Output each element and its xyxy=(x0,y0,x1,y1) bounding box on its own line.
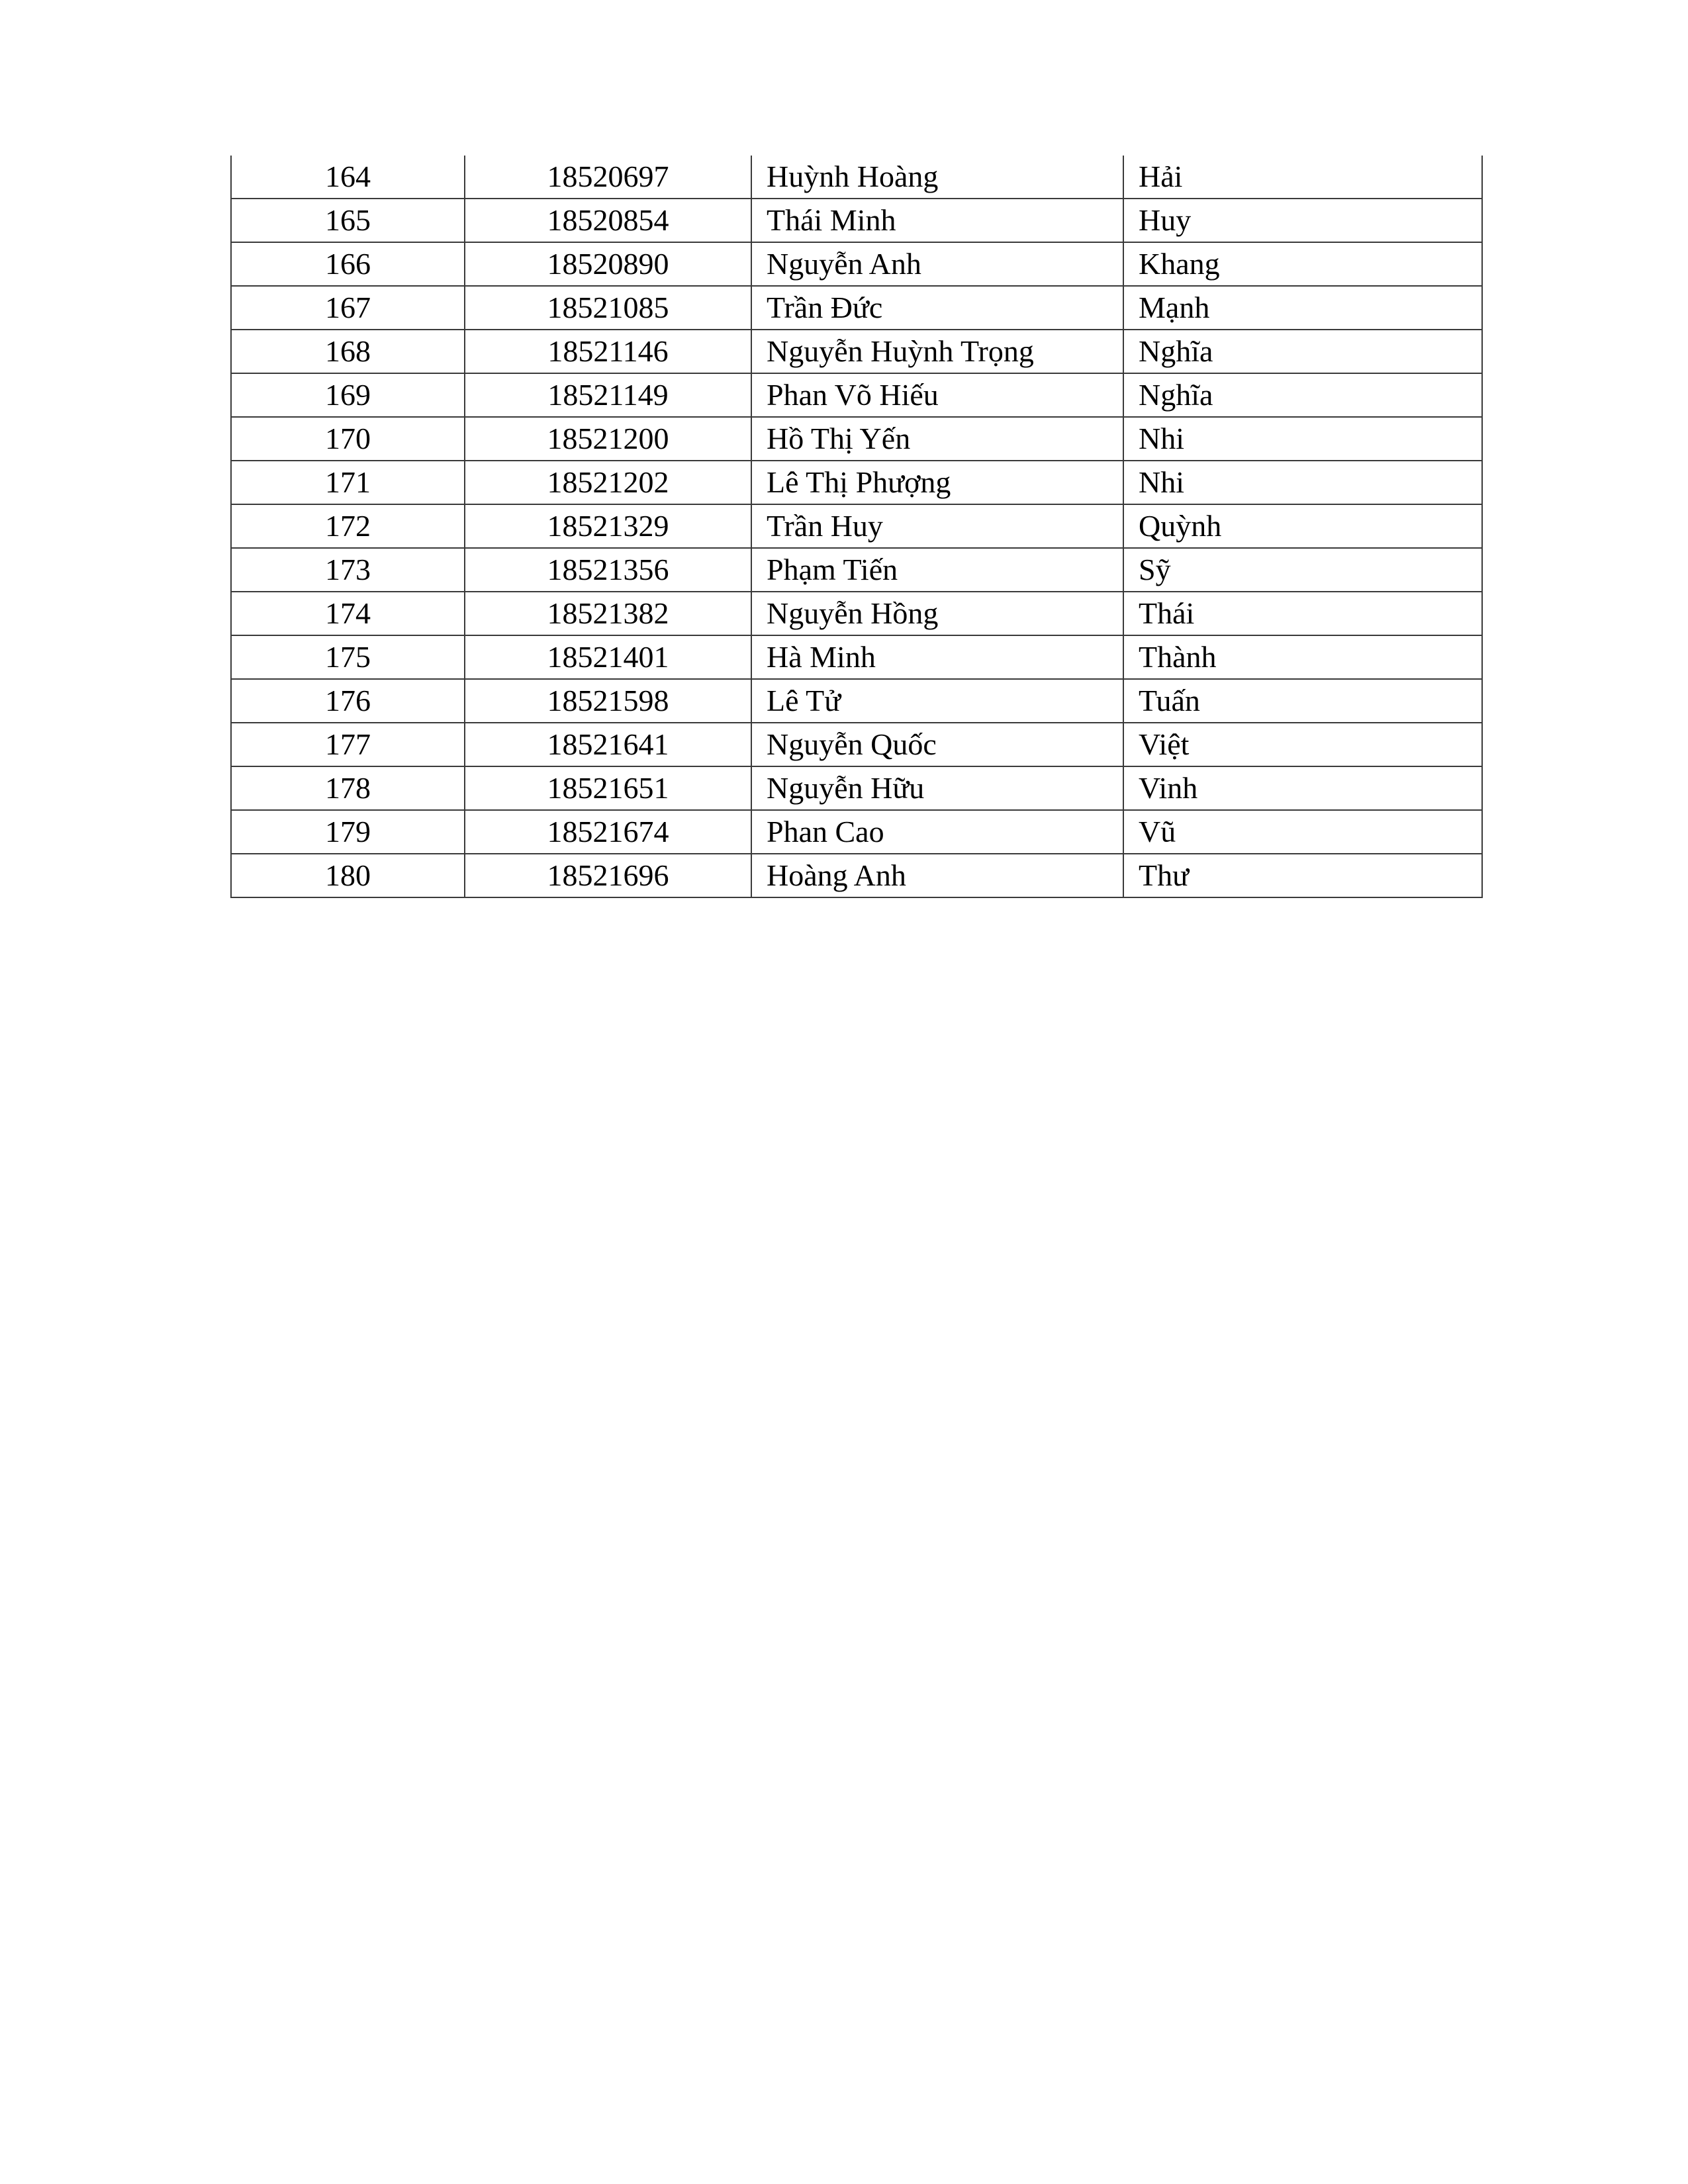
family-middle-name-cell: Lê Thị Phượng xyxy=(751,461,1123,504)
given-name-cell: Tuấn xyxy=(1123,679,1482,723)
row-number-cell: 164 xyxy=(231,156,465,199)
family-middle-name-cell: Hà Minh xyxy=(751,635,1123,679)
row-number-cell: 179 xyxy=(231,810,465,854)
student-roster-table xyxy=(230,156,1483,898)
table-row xyxy=(231,679,1482,723)
family-middle-name-cell: Huỳnh Hoàng xyxy=(751,156,1123,199)
row-number-cell: 168 xyxy=(231,330,465,373)
row-number-cell: 178 xyxy=(231,766,465,810)
row-number-cell: 165 xyxy=(231,199,465,242)
student-id-cell: 18521401 xyxy=(465,635,751,679)
given-name-cell: Mạnh xyxy=(1123,286,1482,330)
table-row xyxy=(231,286,1482,330)
given-name-cell: Sỹ xyxy=(1123,548,1482,592)
table-row xyxy=(231,504,1482,548)
given-name-cell: Vinh xyxy=(1123,766,1482,810)
student-id-cell: 18521651 xyxy=(465,766,751,810)
student-id-cell: 18521382 xyxy=(465,592,751,635)
row-number-cell: 169 xyxy=(231,373,465,417)
family-middle-name-cell: Hoàng Anh xyxy=(751,854,1123,897)
row-number-cell: 166 xyxy=(231,242,465,286)
student-id-cell: 18520697 xyxy=(465,156,751,199)
student-id-cell: 18521149 xyxy=(465,373,751,417)
family-middle-name-cell: Lê Tử xyxy=(751,679,1123,723)
given-name-cell: Nhi xyxy=(1123,417,1482,461)
family-middle-name-cell: Trần Đức xyxy=(751,286,1123,330)
table-row xyxy=(231,242,1482,286)
family-middle-name-cell: Nguyễn Huỳnh Trọng xyxy=(751,330,1123,373)
given-name-cell: Vũ xyxy=(1123,810,1482,854)
given-name-cell: Khang xyxy=(1123,242,1482,286)
student-id-cell: 18521641 xyxy=(465,723,751,766)
student-id-cell: 18521146 xyxy=(465,330,751,373)
row-number-cell: 177 xyxy=(231,723,465,766)
given-name-cell: Thành xyxy=(1123,635,1482,679)
row-number-cell: 174 xyxy=(231,592,465,635)
family-middle-name-cell: Thái Minh xyxy=(751,199,1123,242)
given-name-cell: Quỳnh xyxy=(1123,504,1482,548)
table-row xyxy=(231,330,1482,373)
given-name-cell: Thư xyxy=(1123,854,1482,897)
student-id-cell: 18521085 xyxy=(465,286,751,330)
table-row xyxy=(231,810,1482,854)
table-row xyxy=(231,766,1482,810)
family-middle-name-cell: Phan Võ Hiếu xyxy=(751,373,1123,417)
row-number-cell: 167 xyxy=(231,286,465,330)
row-number-cell: 175 xyxy=(231,635,465,679)
family-middle-name-cell: Nguyễn Quốc xyxy=(751,723,1123,766)
student-id-cell: 18521674 xyxy=(465,810,751,854)
table-row xyxy=(231,592,1482,635)
family-middle-name-cell: Nguyễn Hồng xyxy=(751,592,1123,635)
given-name-cell: Huy xyxy=(1123,199,1482,242)
student-id-cell: 18520854 xyxy=(465,199,751,242)
table-row xyxy=(231,548,1482,592)
table-row xyxy=(231,199,1482,242)
student-id-cell: 18520890 xyxy=(465,242,751,286)
family-middle-name-cell: Nguyễn Hữu xyxy=(751,766,1123,810)
table-row xyxy=(231,417,1482,461)
table-row xyxy=(231,156,1482,199)
given-name-cell: Thái xyxy=(1123,592,1482,635)
row-number-cell: 180 xyxy=(231,854,465,897)
student-id-cell: 18521329 xyxy=(465,504,751,548)
given-name-cell: Hải xyxy=(1123,156,1482,199)
family-middle-name-cell: Nguyễn Anh xyxy=(751,242,1123,286)
family-middle-name-cell: Trần Huy xyxy=(751,504,1123,548)
table-row xyxy=(231,373,1482,417)
table-row xyxy=(231,723,1482,766)
table-row xyxy=(231,854,1482,897)
row-number-cell: 170 xyxy=(231,417,465,461)
given-name-cell: Nhi xyxy=(1123,461,1482,504)
student-id-cell: 18521200 xyxy=(465,417,751,461)
family-middle-name-cell: Phan Cao xyxy=(751,810,1123,854)
table-row xyxy=(231,461,1482,504)
table-row xyxy=(231,635,1482,679)
given-name-cell: Nghĩa xyxy=(1123,330,1482,373)
row-number-cell: 171 xyxy=(231,461,465,504)
student-id-cell: 18521696 xyxy=(465,854,751,897)
family-middle-name-cell: Phạm Tiến xyxy=(751,548,1123,592)
given-name-cell: Việt xyxy=(1123,723,1482,766)
student-roster-body xyxy=(231,156,1482,897)
given-name-cell: Nghĩa xyxy=(1123,373,1482,417)
row-number-cell: 172 xyxy=(231,504,465,548)
row-number-cell: 176 xyxy=(231,679,465,723)
student-id-cell: 18521598 xyxy=(465,679,751,723)
family-middle-name-cell: Hồ Thị Yến xyxy=(751,417,1123,461)
student-id-cell: 18521356 xyxy=(465,548,751,592)
row-number-cell: 173 xyxy=(231,548,465,592)
student-id-cell: 18521202 xyxy=(465,461,751,504)
